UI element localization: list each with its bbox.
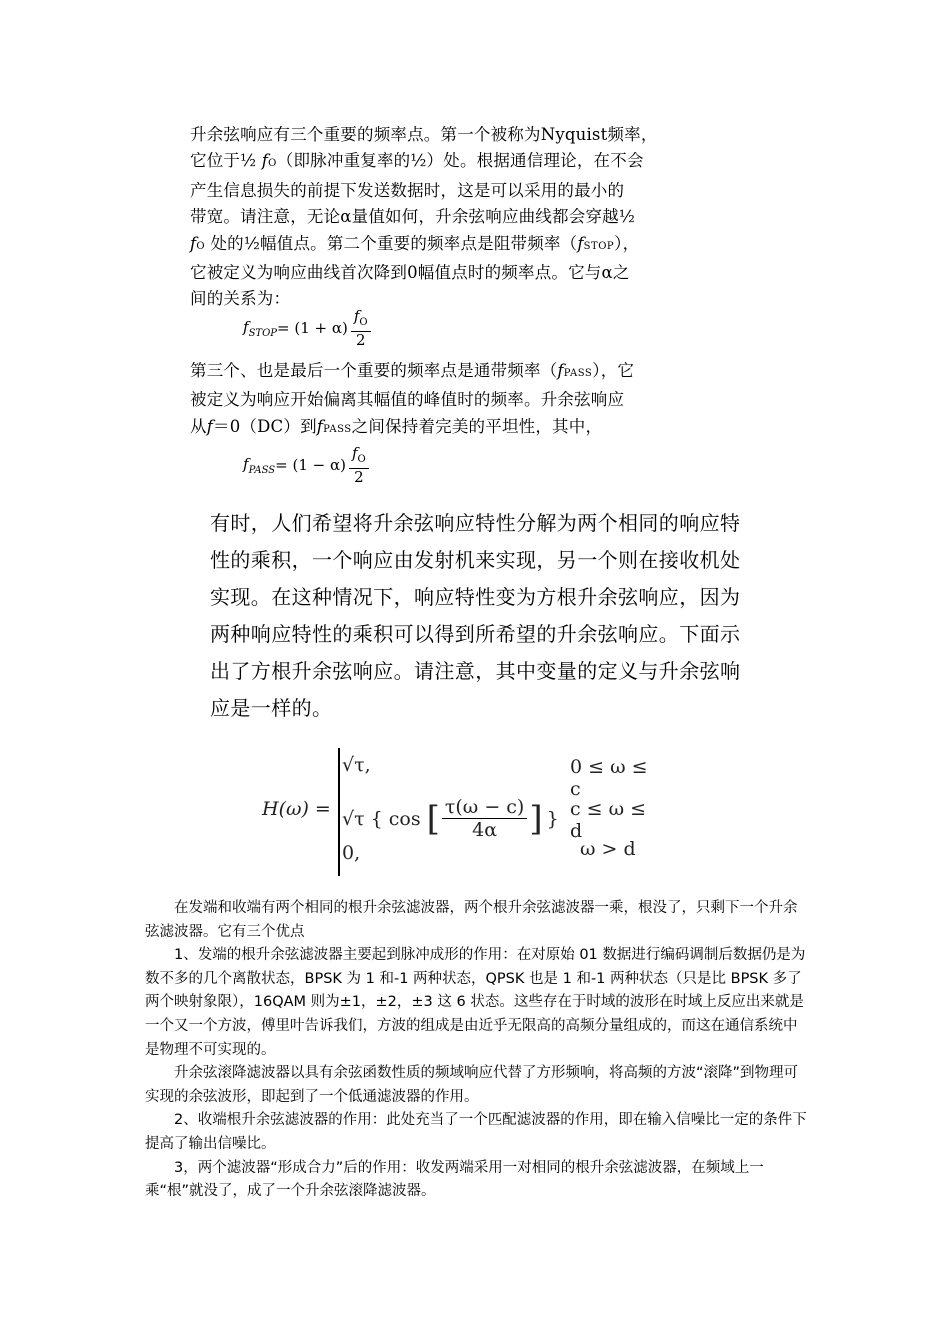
- body-text: [145, 897, 810, 1204]
- formula-fstop: $f_{STOP}$ = (1 + α) $\frac{f_O}{2}$: [243, 308, 371, 348]
- text-line: 间的关系为：: [190, 289, 291, 309]
- fraction: $\frac{f_O}{2}$: [349, 445, 369, 485]
- text-line: 实现。在这种情况下，响应特性变为方根升余弦响应，因为: [210, 585, 741, 609]
- text-line: fO 处的½幅值点。第二个重要的频率点是阻带频率（fSTOP），: [190, 233, 640, 253]
- formula-lhs: H(ω) =: [262, 798, 331, 820]
- text-line: 两种响应特性的乘积可以得到所希望的升余弦响应。下面示: [210, 622, 741, 646]
- condition-1: 0 ≤ ω ≤ c: [570, 756, 648, 800]
- root-raised-cosine-formula: [262, 748, 662, 876]
- text-line: 第三个、也是最后一个重要的频率点是通带频率（fPASS），它: [190, 361, 635, 380]
- case-1: √τ,: [342, 754, 371, 776]
- scanned-paragraph-3: [210, 505, 830, 727]
- fraction: $\frac{f_O}{2}$: [351, 308, 371, 348]
- paragraph: 3，两个滤波器“形成合力”后的作用：收发两端采用一对相同的根升余弦滤波器，在频域上一乘“根”就没了，成了一个升余弦滚降滤波器。: [145, 1159, 764, 1200]
- text-line: 升余弦响应有三个重要的频率点。第一个被称为Nyquist频率，: [190, 125, 658, 144]
- scanned-paragraph-2: [190, 358, 830, 443]
- text-line: 被定义为响应开始偏离其幅值的峰值时的频率。升余弦响应: [190, 390, 625, 410]
- text-line: 有时，人们希望将升余弦响应特性分解为两个相同的响应特: [210, 511, 741, 535]
- paragraph: 1、发端的根升余弦滤波器主要起到脉冲成形的作用：在对原始 01 数据进行编码调制后数据仍是为数不多的几个离散状态，BPSK 为 1 和-1 两种状态，QPSK 也是 1 和-1 两种状态（只是比 BPSK 多了两个映射象限），16QAM 则为±1，±2，±3 这 6 状态。这些存在于时域的波形在时域上反应出来就是一个又一个方波，傅里叶告诉我们，方波的组成是由近乎无限高的高频分量组成的，而这在通信系统中是物理不可实现的。: [145, 947, 806, 1058]
- paragraph: 在发端和收端有两个相同的根升余弦滤波器，两个根升余弦滤波器一乘，根没了，只剩下一个升余弦滤波器。它有三个优点: [145, 900, 798, 940]
- formula-fpass: $f_{PASS}$ = (1 − α) $\frac{f_O}{2}$: [243, 445, 369, 485]
- case-2: √τ { cos [ $\frac{\tau(\omega - c)}{4\alpha}$ ] }: [342, 796, 559, 841]
- text-line: 产生信息损失的前提下发送数据时，这是可以采用的最小的: [190, 180, 625, 200]
- fraction: $\frac{\tau(\omega - c)}{4\alpha}$: [442, 796, 527, 841]
- case-3: 0,: [342, 842, 361, 864]
- case-bracket: [338, 748, 340, 876]
- condition-3: ω > d: [580, 838, 636, 860]
- text-line: 它被定义为响应曲线首次降到0幅值点时的频率点。它与α之: [190, 263, 630, 283]
- text-line: 出了方根升余弦响应。请注意，其中变量的定义与升余弦响: [210, 659, 741, 683]
- text-line: 它位于½ fO（即脉冲重复率的½）处。根据通信理论，在不会: [190, 151, 644, 171]
- condition-2: c ≤ ω ≤ d: [570, 798, 647, 842]
- text-line: 带宽。请注意，无论α量值如何，升余弦响应曲线都会穿越½: [190, 207, 636, 227]
- text-line: 应是一样的。: [210, 696, 333, 720]
- paragraph: 2、收端根升余弦滤波器的作用：此处充当了一个匹配滤波器的作用，即在输入信噪比一定的条件下提高了输出信噪比。: [145, 1112, 807, 1152]
- paragraph: 升余弦滚降滤波器以具有余弦函数性质的频域响应代替了方形频响，将高频的方波“滚降”到物理可实现的余弦波形，即起到了一个低通滤波器的作用。: [145, 1065, 799, 1105]
- scanned-paragraph-1: [190, 122, 830, 313]
- text-line: 性的乘积，一个响应由发射机来实现，另一个则在接收机处: [210, 548, 741, 572]
- text-line: 从f＝0（DC）到fPASS之间保持着完美的平坦性，其中，: [190, 416, 603, 436]
